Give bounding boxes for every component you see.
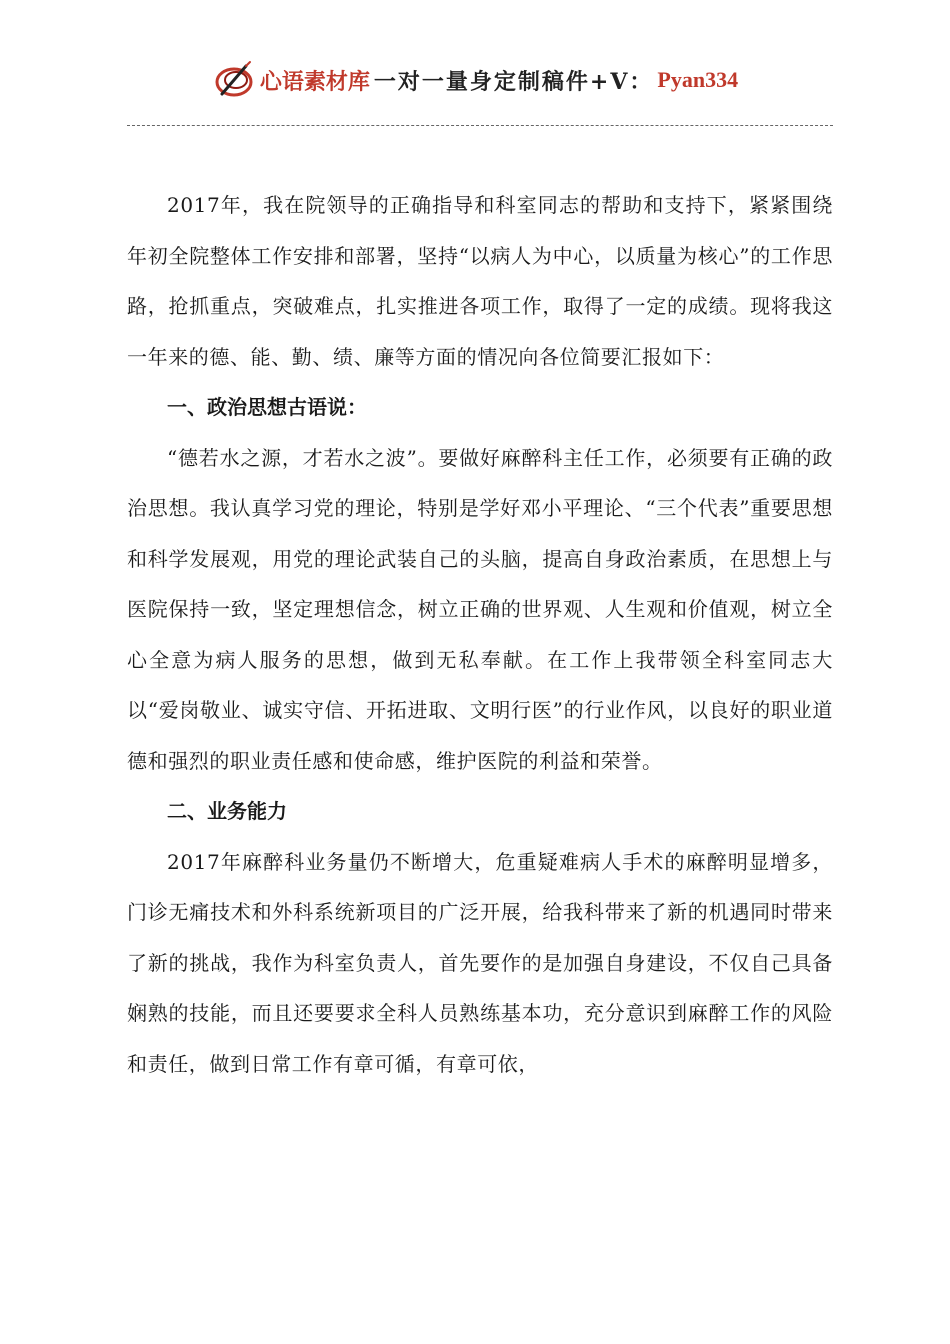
section-heading-politics: 一、政治思想古语说： [167, 395, 367, 419]
document-body [127, 180, 833, 1089]
section-body-ability: 2017年麻醉科业务量仍不断增大，危重疑难病人手术的麻醉明显增多，门诊无痛技术和外科系统新项目的广泛开展，给我科带来了新的机遇同时带来了新的挑战，我作为科室负责人，首先要作的是加强自身建设，不仅自己具备娴熟的技能，而且还要要求全科人员熟练基本功，充分意识到麻醉工作的风险和责任，做到日常工作有章可循，有章可依， [127, 849, 833, 1076]
intro-paragraph: 2017年，我在院领导的正确指导和科室同志的帮助和支持下，紧紧围绕年初全院整体工作安排和部署，坚持“以病人为中心，以质量为核心”的工作思路，抢抓重点，突破难点，扎实推进各项工作，取得了一定的成绩。现将我这一年来的德、能、勤、绩、廉等方面的情况向各位简要汇报如下： [127, 193, 833, 369]
header-divider [127, 125, 833, 126]
contact-id: Pyan334 [657, 67, 739, 92]
brand-name: 心语素材库 [259, 68, 370, 95]
section-body-politics: “德若水之源，才若水之波”。要做好麻醉科主任工作，必须要有正确的政治思想。我认真学习党的理论，特别是学好邓小平理论、“三个代表”重要思想和科学发展观，用党的理论武装自己的头脑，提高自身政治素质，在思想上与医院保持一致，坚定理想信念，树立正确的世界观、人生观和价值观，树立全心全意为病人服务的思想，做到无私奉献。在工作上我带领全科室同志大以“爱岗敬业、诚实守信、开拓进取、文明行医”的行业作风，以良好的职业道德和强烈的职业责任感和使命感，维护医院的利益和荣誉。 [127, 445, 833, 773]
page-header [0, 58, 950, 102]
header-slogan: 一对一量身定制稿件+V： [373, 68, 654, 95]
section-heading-ability: 二、业务能力 [167, 799, 287, 823]
pen-swirl-logo-icon [212, 58, 258, 102]
